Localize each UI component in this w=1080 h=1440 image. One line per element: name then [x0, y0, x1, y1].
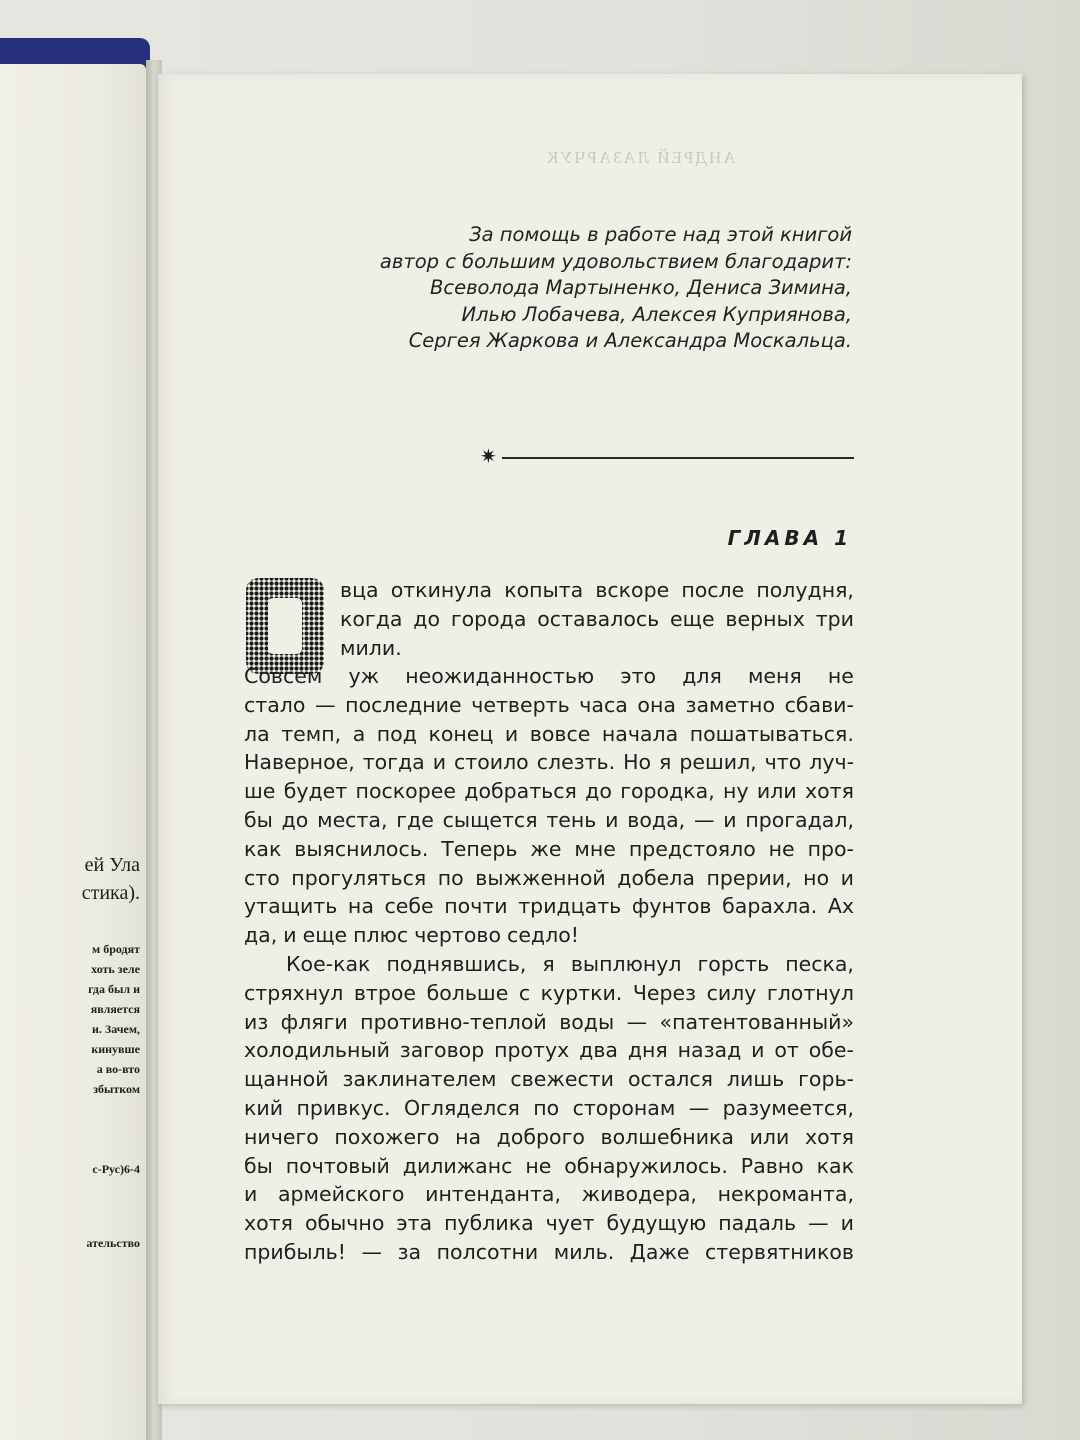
- text-line: ничего похожего на доброго волшебника или хотя: [244, 1124, 854, 1149]
- text-line: ше будет поскорее добраться до городка, ну или хотя: [244, 779, 854, 804]
- left-page-line: а во-вто: [96, 1062, 140, 1076]
- text-line: Наверное, тогда и стоило слезть. Но я решил, что луч-: [244, 750, 854, 775]
- section-divider: [480, 444, 854, 468]
- text-line: из фляги противно-теплой воды — «патентованный»: [244, 1009, 854, 1034]
- text-line: прибыль! — за полсотни миль. Даже стервятников: [244, 1239, 854, 1264]
- show-through-text: АНДРЕЙ ЛАЗАРЧУК: [545, 148, 736, 167]
- divider-rule: [502, 457, 854, 459]
- left-page-line: стика).: [81, 882, 140, 904]
- text-line: Кое-как поднявшись, я выплюнул горсть песка,: [286, 951, 854, 976]
- dedication-line: автор с большим удовольствием благодарит:: [379, 249, 852, 273]
- left-page-code: с-Рус)6-4: [92, 1162, 140, 1176]
- left-page-line: кинувше: [91, 1042, 140, 1056]
- text-line: да, и еще плюс чертово седло!: [244, 923, 579, 948]
- chapter-heading: ГЛАВА 1: [727, 526, 852, 550]
- text-line: утащить на себе почти тридцать фунтов барахла. Ах: [244, 894, 854, 919]
- left-page-line: и. Зачем,: [91, 1022, 140, 1036]
- left-page-line: хоть зеле: [91, 962, 140, 976]
- dedication-line: За помощь в работе над этой книгой: [469, 223, 852, 246]
- text-line: холодильный заговор протух два дня назад и от обе-: [244, 1038, 854, 1063]
- left-page-line: гда был и: [88, 982, 140, 996]
- text-line: вца откинула копыта вскоре после полудня,: [340, 578, 854, 602]
- drop-cap-paragraph: [340, 576, 854, 662]
- left-page: [0, 64, 146, 1440]
- body-text: [244, 662, 854, 1267]
- text-line: и армейского интенданта, живодера, некроманта,: [244, 1182, 854, 1207]
- text-line: щанной заклинателем свежести остался лишь горь-: [244, 1067, 854, 1092]
- text-line: стряхнул втрое больше с куртки. Через силу глотнул: [244, 980, 854, 1005]
- text-line: кий привкус. Огляделся по сторонам — разумеется,: [244, 1095, 854, 1120]
- left-page-line: м бродят: [92, 942, 140, 956]
- text-line: сто прогуляться по выжженной добела прерии, но и: [244, 865, 854, 890]
- dedication-line: Всеволода Мартыненко, Дениса Зимина,: [429, 276, 852, 299]
- text-line: бы до места, где сыщется тень и вода, — и прогадал,: [244, 807, 854, 832]
- text-line: стало — последние четверть часа она заметно сбави-: [244, 692, 854, 717]
- left-page-line: ей Ула: [84, 854, 140, 876]
- left-page-line: збытком: [93, 1082, 140, 1096]
- text-line: бы почтовый дилижанс не обнаружилось. Равно как: [244, 1153, 854, 1178]
- dedication-line: Сергея Жаркова и Александра Москальца.: [408, 329, 852, 352]
- star-ornament-icon: ✷: [480, 444, 497, 468]
- text-line: как выяснилось. Теперь же мне предстояло не про-: [244, 836, 854, 861]
- text-line: Совсем уж неожиданностью это для меня не: [244, 664, 854, 688]
- dedication-line: Илью Лобачева, Алексея Куприянова,: [461, 302, 852, 326]
- text-line: мили.: [340, 635, 402, 660]
- text-line: когда до города оставалось еще верных три: [340, 606, 854, 631]
- drop-cap-o: [244, 576, 326, 676]
- left-page-publisher: ательство: [86, 1236, 140, 1250]
- dedication: [232, 222, 852, 355]
- left-page-line: является: [90, 1002, 140, 1016]
- text-line: ла темп, а под конец и вовсе начала пошатываться.: [244, 721, 854, 746]
- text-line: хотя обычно эта публика чует будущую падаль — и: [244, 1211, 854, 1236]
